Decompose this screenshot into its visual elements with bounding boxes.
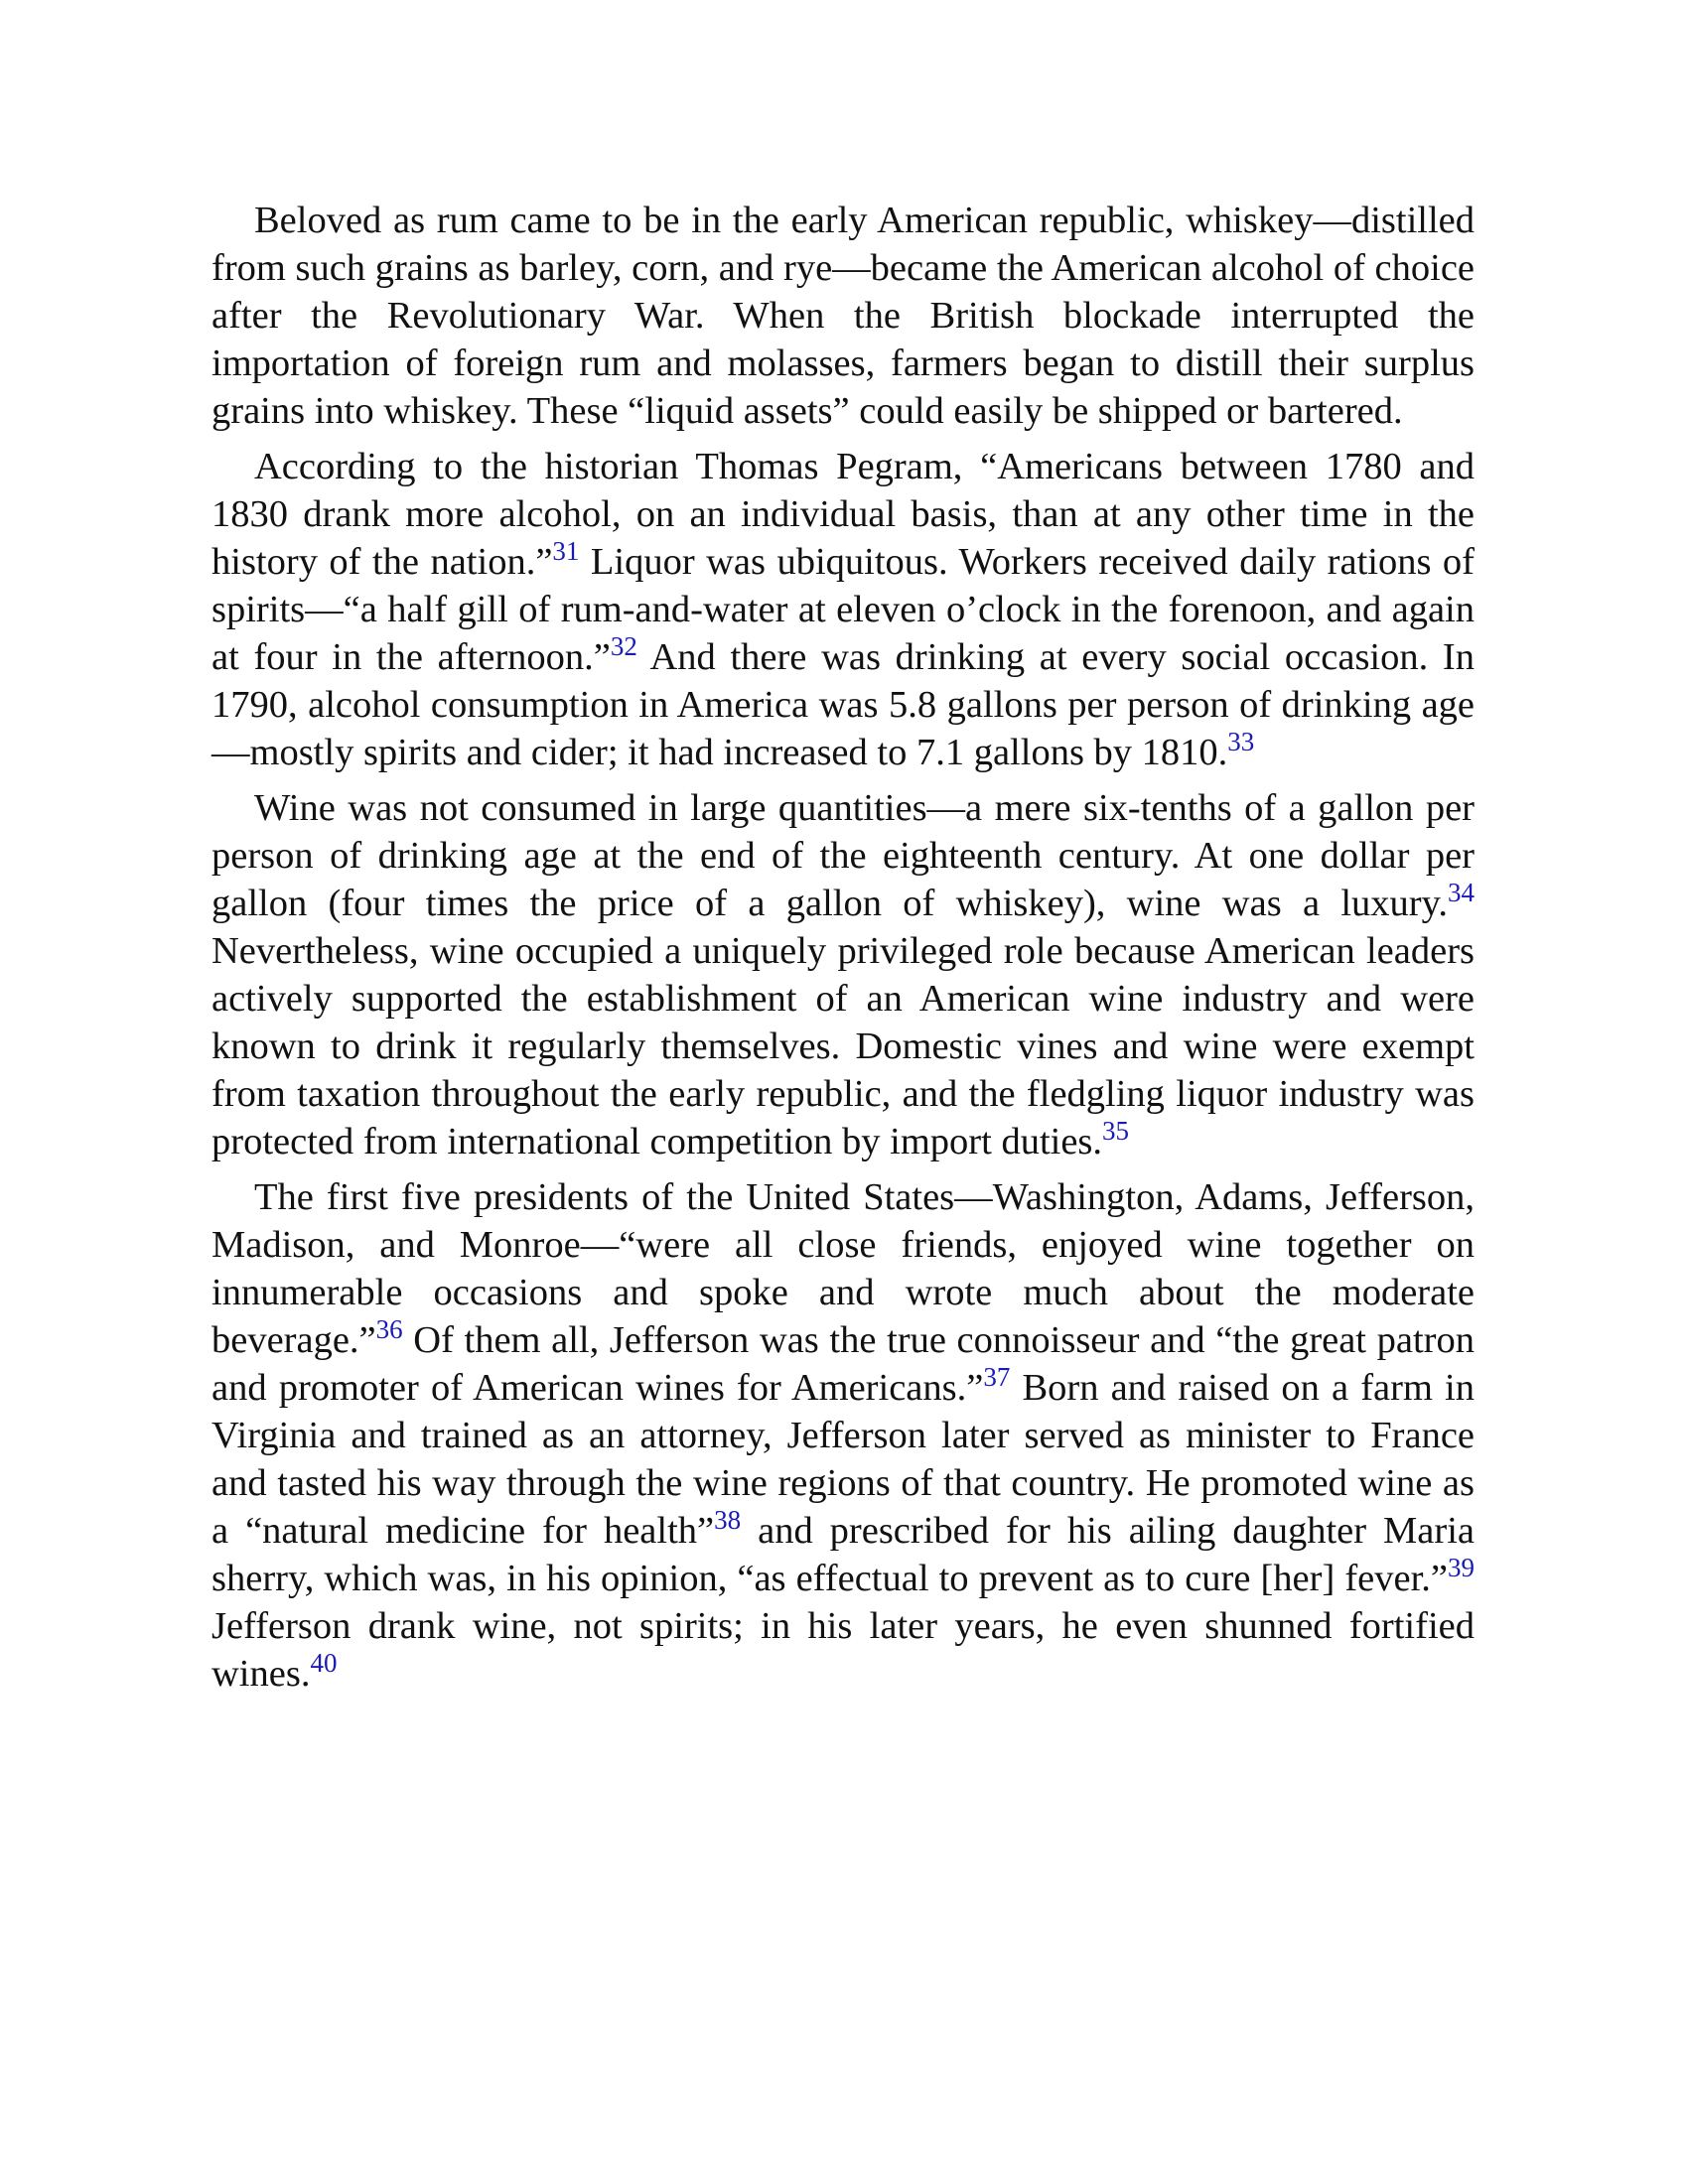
body-paragraph: [211, 197, 1475, 435]
footnote-reference-link[interactable]: 38: [714, 1505, 742, 1535]
paragraph-text: Of them all, Jefferson was the true connoisseur and “the great patron and promoter of American wines for Americans.”: [211, 1319, 1475, 1409]
body-paragraph: [211, 784, 1475, 1165]
footnote-reference-link[interactable]: 34: [1448, 878, 1475, 907]
paragraph-text: Jefferson drank wine, not spirits; in his later years, he even shunned fortified wines.: [211, 1605, 1475, 1695]
footnote-reference-link[interactable]: 39: [1448, 1553, 1475, 1582]
paragraph-text: And there was drinking at every social occasion. In 1790, alcohol consumption in America was 5.8 gallons per person of drinking age—mostly spirits and cider; it had increased to 7.1 gallons by 1810.: [211, 636, 1476, 773]
footnote-reference-link[interactable]: 35: [1102, 1116, 1130, 1146]
footnote-reference-link[interactable]: 31: [552, 536, 580, 566]
paragraph-text: Born and raised on a farm in Virginia and trained as an attorney, Jefferson later served as minister to France and tasted his way through the wine regions of that country. He promoted wine as a “natural medicine for health”: [211, 1367, 1475, 1552]
paragraph-text: and prescribed for his ailing daughter Maria sherry, which was, in his opinion, “as effectual to prevent as to cure [her] fever.”: [211, 1510, 1475, 1599]
paragraph-text: According to the historian Thomas Pegram, “Americans between 1780 and 1830 drank more alcohol, on an individual basis, than at any other time in the history of the nation.”: [211, 446, 1475, 583]
body-paragraph: [211, 1173, 1475, 1698]
document-page: [211, 197, 1475, 1706]
footnote-reference-link[interactable]: 32: [610, 631, 637, 661]
footnote-reference-link[interactable]: 40: [310, 1648, 338, 1678]
paragraph-text: Liquor was ubiquitous. Workers received daily rations of spirits—“a half gill of rum-and-water at eleven o’clock in the forenoon, and again at four in the afternoon.”: [211, 541, 1475, 678]
paragraph-text: Beloved as rum came to be in the early American republic, whiskey—distilled from such grains as barley, corn, and rye—became the American alcohol of choice after the Revolutionary War. When the British blockade interrupted the importation of foreign rum and molasses, farmers began to distill their surplus grains into whiskey. These “liquid assets” could easily be shipped or bartered.: [211, 200, 1475, 432]
footnote-reference-link[interactable]: 33: [1227, 727, 1255, 756]
paragraph-text: The first five presidents of the United States—Washington, Adams, Jefferson, Madison, and Monroe—“were all close friends, enjoyed wine together on innumerable occasions and spoke and wrote much about the moderate beverage.”: [211, 1176, 1475, 1361]
footnote-reference-link[interactable]: 37: [983, 1362, 1011, 1392]
body-paragraph: [211, 443, 1475, 776]
paragraph-text: Wine was not consumed in large quantities—a mere six-tenths of a gallon per person of drinking age at the end of the eighteenth century. At one dollar per gallon (four times the price of a gallon of whiskey), wine was a luxury.: [211, 787, 1475, 924]
footnote-reference-link[interactable]: 36: [375, 1314, 403, 1344]
paragraph-text: Nevertheless, wine occupied a uniquely privileged role because American leaders actively supported the establishment of an American wine industry and were known to drink it regularly themselves. Domestic vines and wine were exempt from taxation throughout the early republic, and the fledgling liquor industry was protected from international competition by import duties.: [211, 930, 1475, 1162]
